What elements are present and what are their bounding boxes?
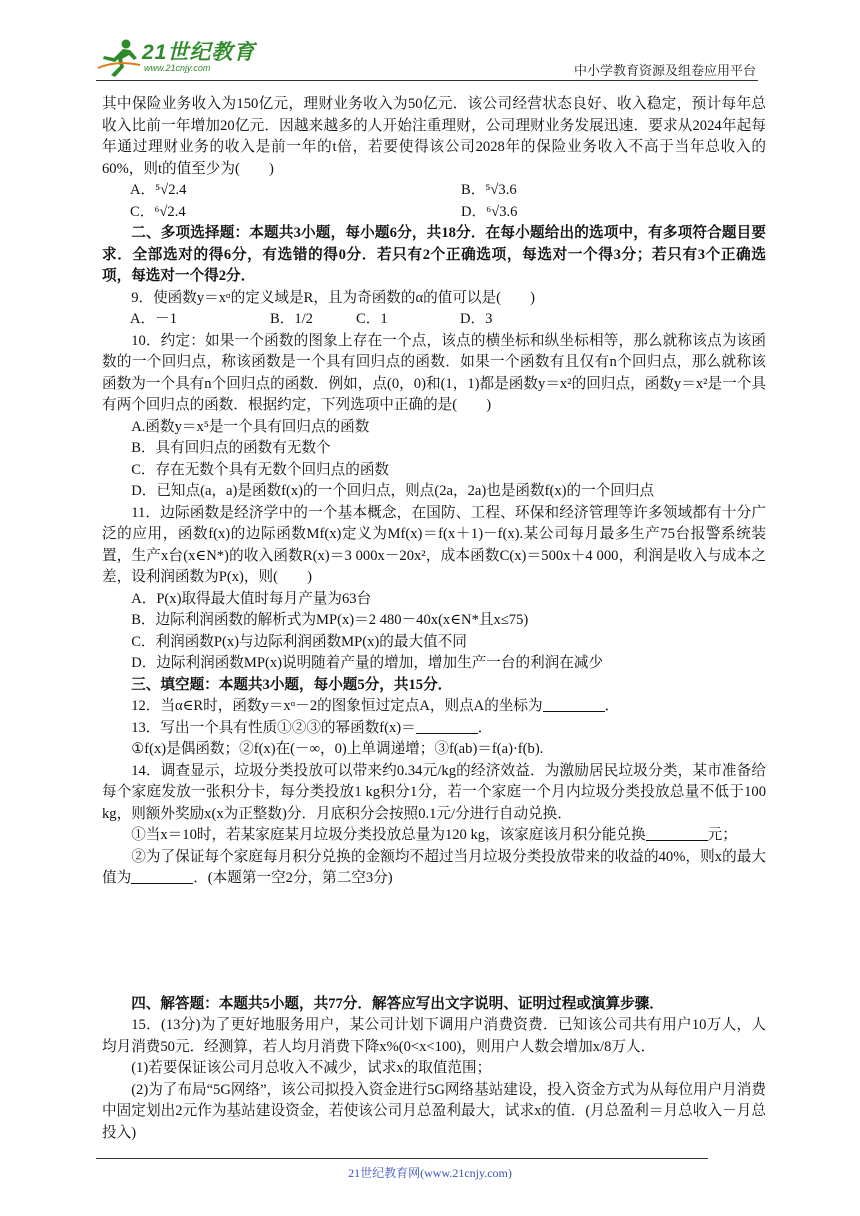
q9-options [102,309,766,331]
q9-option-b: B．1/2 [270,311,313,327]
q12-end: ． [604,698,620,714]
header-divider [96,80,758,81]
q14-blank-2[interactable] [131,869,193,884]
footer-link[interactable]: 21世纪教育网(www.21cnjy.com) [348,1166,512,1180]
q12 [102,696,766,718]
q13-answer-blank[interactable] [416,719,478,734]
q14-part2-end: ．(本题第一空2分，第二空3分) [193,870,393,886]
q14-part2 [102,847,766,890]
logo-url: www.21cnjy.com [144,63,211,73]
page-header [0,0,860,86]
q12-answer-blank[interactable] [543,697,605,712]
q8-options-row2 [102,202,766,224]
q13-text: 13．写出一个具有性质①②③的幂函数f(x)＝ [131,719,416,736]
q9-option-a: A．－1 [130,311,178,327]
runner-logo-icon [96,38,142,78]
q11-option-b: B．边际利润函数的解析式为MP(x)＝2 480－40x(x∈N*且x≤75) [131,612,529,628]
q15-part2: (2)为了布局“5G网络”，该公司拟投入资金进行5G网络基站建设，投入资金方式为从每位用户月消费中固定划出2元作为基站建设资金，若使该公司月总盈利最大，试求x的值．(月总盈利＝月总收入－月总投入) [102,1081,766,1141]
q13-end: ． [477,719,493,736]
logo-text: 21世纪教育 [142,41,256,64]
q13-properties: ①f(x)是偶函数；②f(x)在(－∞，0)上单调递增；③f(ab)＝f(a)·f(b). [131,741,544,757]
q8-option-a: A．⁵√2.4 [130,182,187,198]
q8-option-c: C．⁶√2.4 [130,203,186,220]
site-logo[interactable] [96,34,266,80]
q10-stem: 10．约定：如果一个函数的图象上存在一个点，该点的横坐标和纵坐标相等，那么就称该点为该函数的一个回归点，称该函数是一个具有回归点的函数．如果一个函数有且仅有n个回归点，那么就称该函数为一个具有n个回归点的函数．例如，点(0，0)和(1，1)都是函数y＝x²的回归点，函数y＝x²是一个具有两个回归点的函数．根据约定，下列选项中正确的是( ) [102,332,766,413]
q8-stem: 其中保险业务收入为150亿元，理财业务收入为50亿元．该公司经营状态良好、收入稳定，预计每年总收入比前一年增加20亿元．因越来越多的人开始注重理财，公司理财业务发展迅速．要求从2024年起每年通过理财业务的收入是前一年的t倍，若要使得该公司2028年的保险业务收入不高于当年总收入的60%，则t的值至少为( ) [102,96,766,177]
section-4-heading: 四、解答题：本题共5小题，共77分．解答应写出文字说明、证明过程或演算步骤． [131,995,664,1012]
section-2-heading: 二、多项选择题：本题共3小题，每小题6分，共18分．在每小题给出的选项中，有多项符合题目要求．全部选对的得6分，有选错的得0分．若只有2个正确选项，每选对一个得3分；若只有3个正确选项，每选对一个得2分． [102,225,766,284]
platform-name: 中小学教育资源及组卷应用平台 [573,63,756,78]
q14-part1-end: 元； [707,827,737,843]
q11-option-d: D．边际利润函数MP(x)说明随着产量的增加，增加生产一台的利润在减少 [131,655,604,671]
q10-option-a: A.函数y＝x⁵是一个具有回归点的函数 [131,418,370,435]
q10-option-c: C．存在无数个具有无数个回归点的函数 [131,461,390,478]
q14-stem: 14．调查显示，垃圾分类投放可以带来约0.34元/kg的经济效益．为激励居民垃圾分类，某市准备给每个家庭发放一张积分卡，每分类投放1 kg积分1分，若一个家庭一个月内垃圾分类投放总量不低于100 kg，则额外奖励x(x为正整数)分．月底积分会按照0.1元/分进行自动兑换． [102,762,766,822]
q10-option-b: B．具有回归点的函数有无数个 [131,440,331,456]
q11-option-a: A．P(x)取得最大值时每月产量为63台 [131,590,372,607]
q11-option-c: C．利润函数P(x)与边际利润函数MP(x)的最大值不同 [131,633,467,650]
q14-part1-text: ①当x＝10时，若某家庭某月垃圾分类投放总量为120 kg，该家庭该月积分能兑换 [131,827,646,843]
q14-part2-text: ②为了保证每个家庭每月积分兑换的金额均不超过当月垃圾分类投放带来的收益的40%，则x的最大值为 [102,848,766,886]
footer-divider [96,1158,708,1159]
q8-option-b: B．⁵√3.6 [461,182,517,198]
q15-stem: 15．(13分)为了更好地服务用户，某公司计划下调用户消费资费．已知该公司共有用户10万人，人均月消费50元．经测算，若人均月消费下降x%(0<x<100)，则用户人数会增加x/8万人． [102,1017,766,1055]
section-3-heading: 三、填空题：本题共3小题，每小题5分，共15分． [131,676,453,693]
exam-content [102,94,766,1144]
answer-space [102,890,766,994]
q13 [102,718,766,740]
q9-option-d: D．3 [460,311,493,327]
q9-stem: 9．使函数y＝xᵅ的定义域是R，且为奇函数的α的值可以是( ) [131,289,536,306]
q11-stem: 11．边际函数是经济学中的一个基本概念，在国防、工程、环保和经济管理等许多领域都有十分广泛的应用，函数f(x)的边际函数Mf(x)定义为Mf(x)＝f(x＋1)－f(x).某公司每月最多生产75台报警系统装置，生产x台(x∈N*)的收入函数R(x)＝3 000x－20x²，成本函数C(x)＝500x＋4 000，利润是收入与成本之差，设利润函数为P(x)，则( ) [102,504,766,585]
q15-part1: (1)若要保证该公司月总收入不减少，试求x的取值范围； [131,1060,492,1076]
q8-options-row1 [102,180,766,202]
q12-text: 12．当α∈R时，函数y＝xᵅ－2的图象恒过定点A，则点A的坐标为 [131,698,543,714]
q9-option-c: C．1 [356,311,388,327]
q8-option-d: D．⁶√3.6 [461,203,518,220]
q10-option-d: D．已知点(a，a)是函数f(x)的一个回归点，则点(2a，2a)也是函数f(x)的一个回归点 [131,483,655,499]
q14-part1 [102,825,766,847]
q14-blank-1[interactable] [646,826,708,841]
